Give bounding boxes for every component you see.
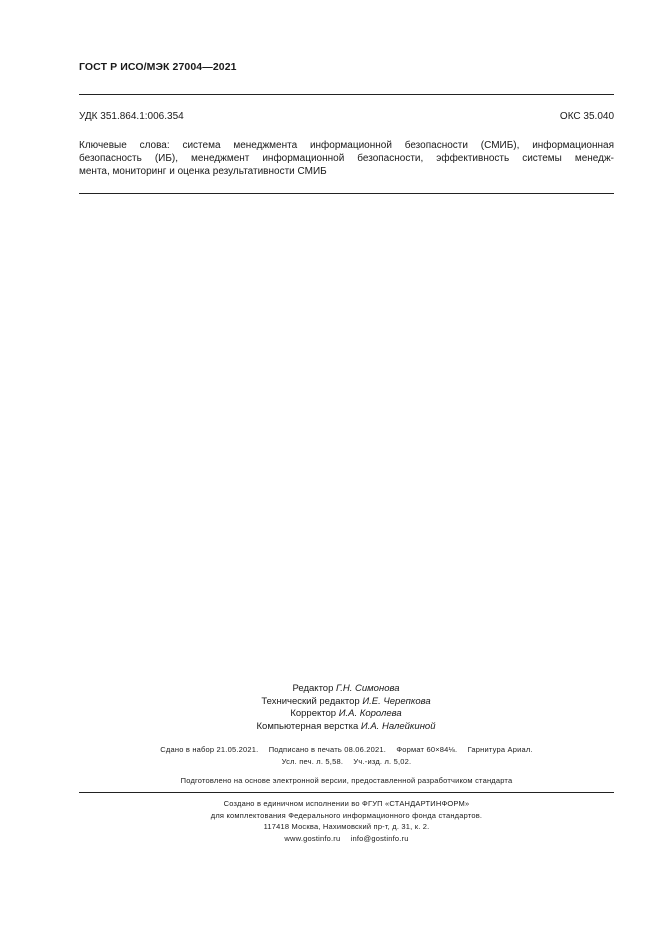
credit-editor (200, 683, 492, 696)
credit-proofreader (200, 708, 492, 721)
publisher-footer (79, 798, 614, 844)
credit-name: Г.Н. Симонова (336, 683, 400, 694)
footer-line: Создано в единичном исполнении во ФГУП «СТАНДАРТИНФОРМ» (223, 799, 470, 808)
typeface: Гарнитура Ариал. (467, 745, 533, 754)
paper-format: Формат 60×84⅛. (396, 745, 458, 754)
footer-contacts (79, 833, 614, 845)
oks-code: ОКС 35.040 (559, 111, 614, 122)
credit-role: Корректор (290, 708, 337, 719)
footer-address: 117418 Москва, Нахимовский пр-т, д. 31, к. 2. (263, 822, 430, 831)
credit-layout (200, 721, 492, 734)
imprint-line-2 (79, 756, 614, 768)
print-sheets: Усл. печ. л. 5,58. (281, 757, 344, 766)
keywords-divider (79, 193, 614, 194)
imprint-line-1 (79, 744, 614, 756)
keywords-line: мента, мониторинг и оценка результативности СМИБ (79, 166, 327, 177)
website-link[interactable]: www.gostinfo.ru (284, 833, 341, 843)
print-imprint (79, 744, 614, 768)
keywords-paragraph (79, 139, 614, 178)
credit-role: Редактор (292, 683, 334, 694)
signed-date: Подписано в печать 08.06.2021. (268, 745, 387, 754)
email-link[interactable]: info@gostinfo.ru (350, 833, 409, 843)
keywords-line: Ключевые слова: система менеджмента информационной безопасности (СМИБ), информационная (79, 140, 614, 151)
top-divider (79, 94, 614, 95)
prepared-note: Подготовлено на основе электронной версии, предоставленной разработчиком стандарта (180, 776, 513, 785)
editorial-credits (200, 683, 492, 733)
credit-name: И.А. Налейкиной (360, 720, 436, 732)
credit-tech-editor (200, 696, 492, 709)
credit-name: И.Е. Черепкова (362, 695, 431, 707)
credit-role: Компьютерная верстка (256, 720, 359, 732)
footer-line: для комплектования Федерального информационного фонда стандартов. (210, 810, 483, 820)
footer-divider (79, 792, 614, 793)
publishing-sheets: Уч.-изд. л. 5,02. (353, 757, 412, 766)
keywords-line: безопасность (ИБ), менеджмент информационной безопасности, эффективность системы менедж- (79, 153, 614, 164)
credit-name: И.А. Королева (338, 708, 402, 719)
udk-code: УДК 351.864.1:006.354 (79, 111, 184, 122)
typeset-date: Сдано в набор 21.05.2021. (160, 745, 259, 754)
credit-role: Технический редактор (261, 695, 360, 707)
standard-code: ГОСТ Р ИСО/МЭК 27004—2021 (79, 61, 237, 73)
